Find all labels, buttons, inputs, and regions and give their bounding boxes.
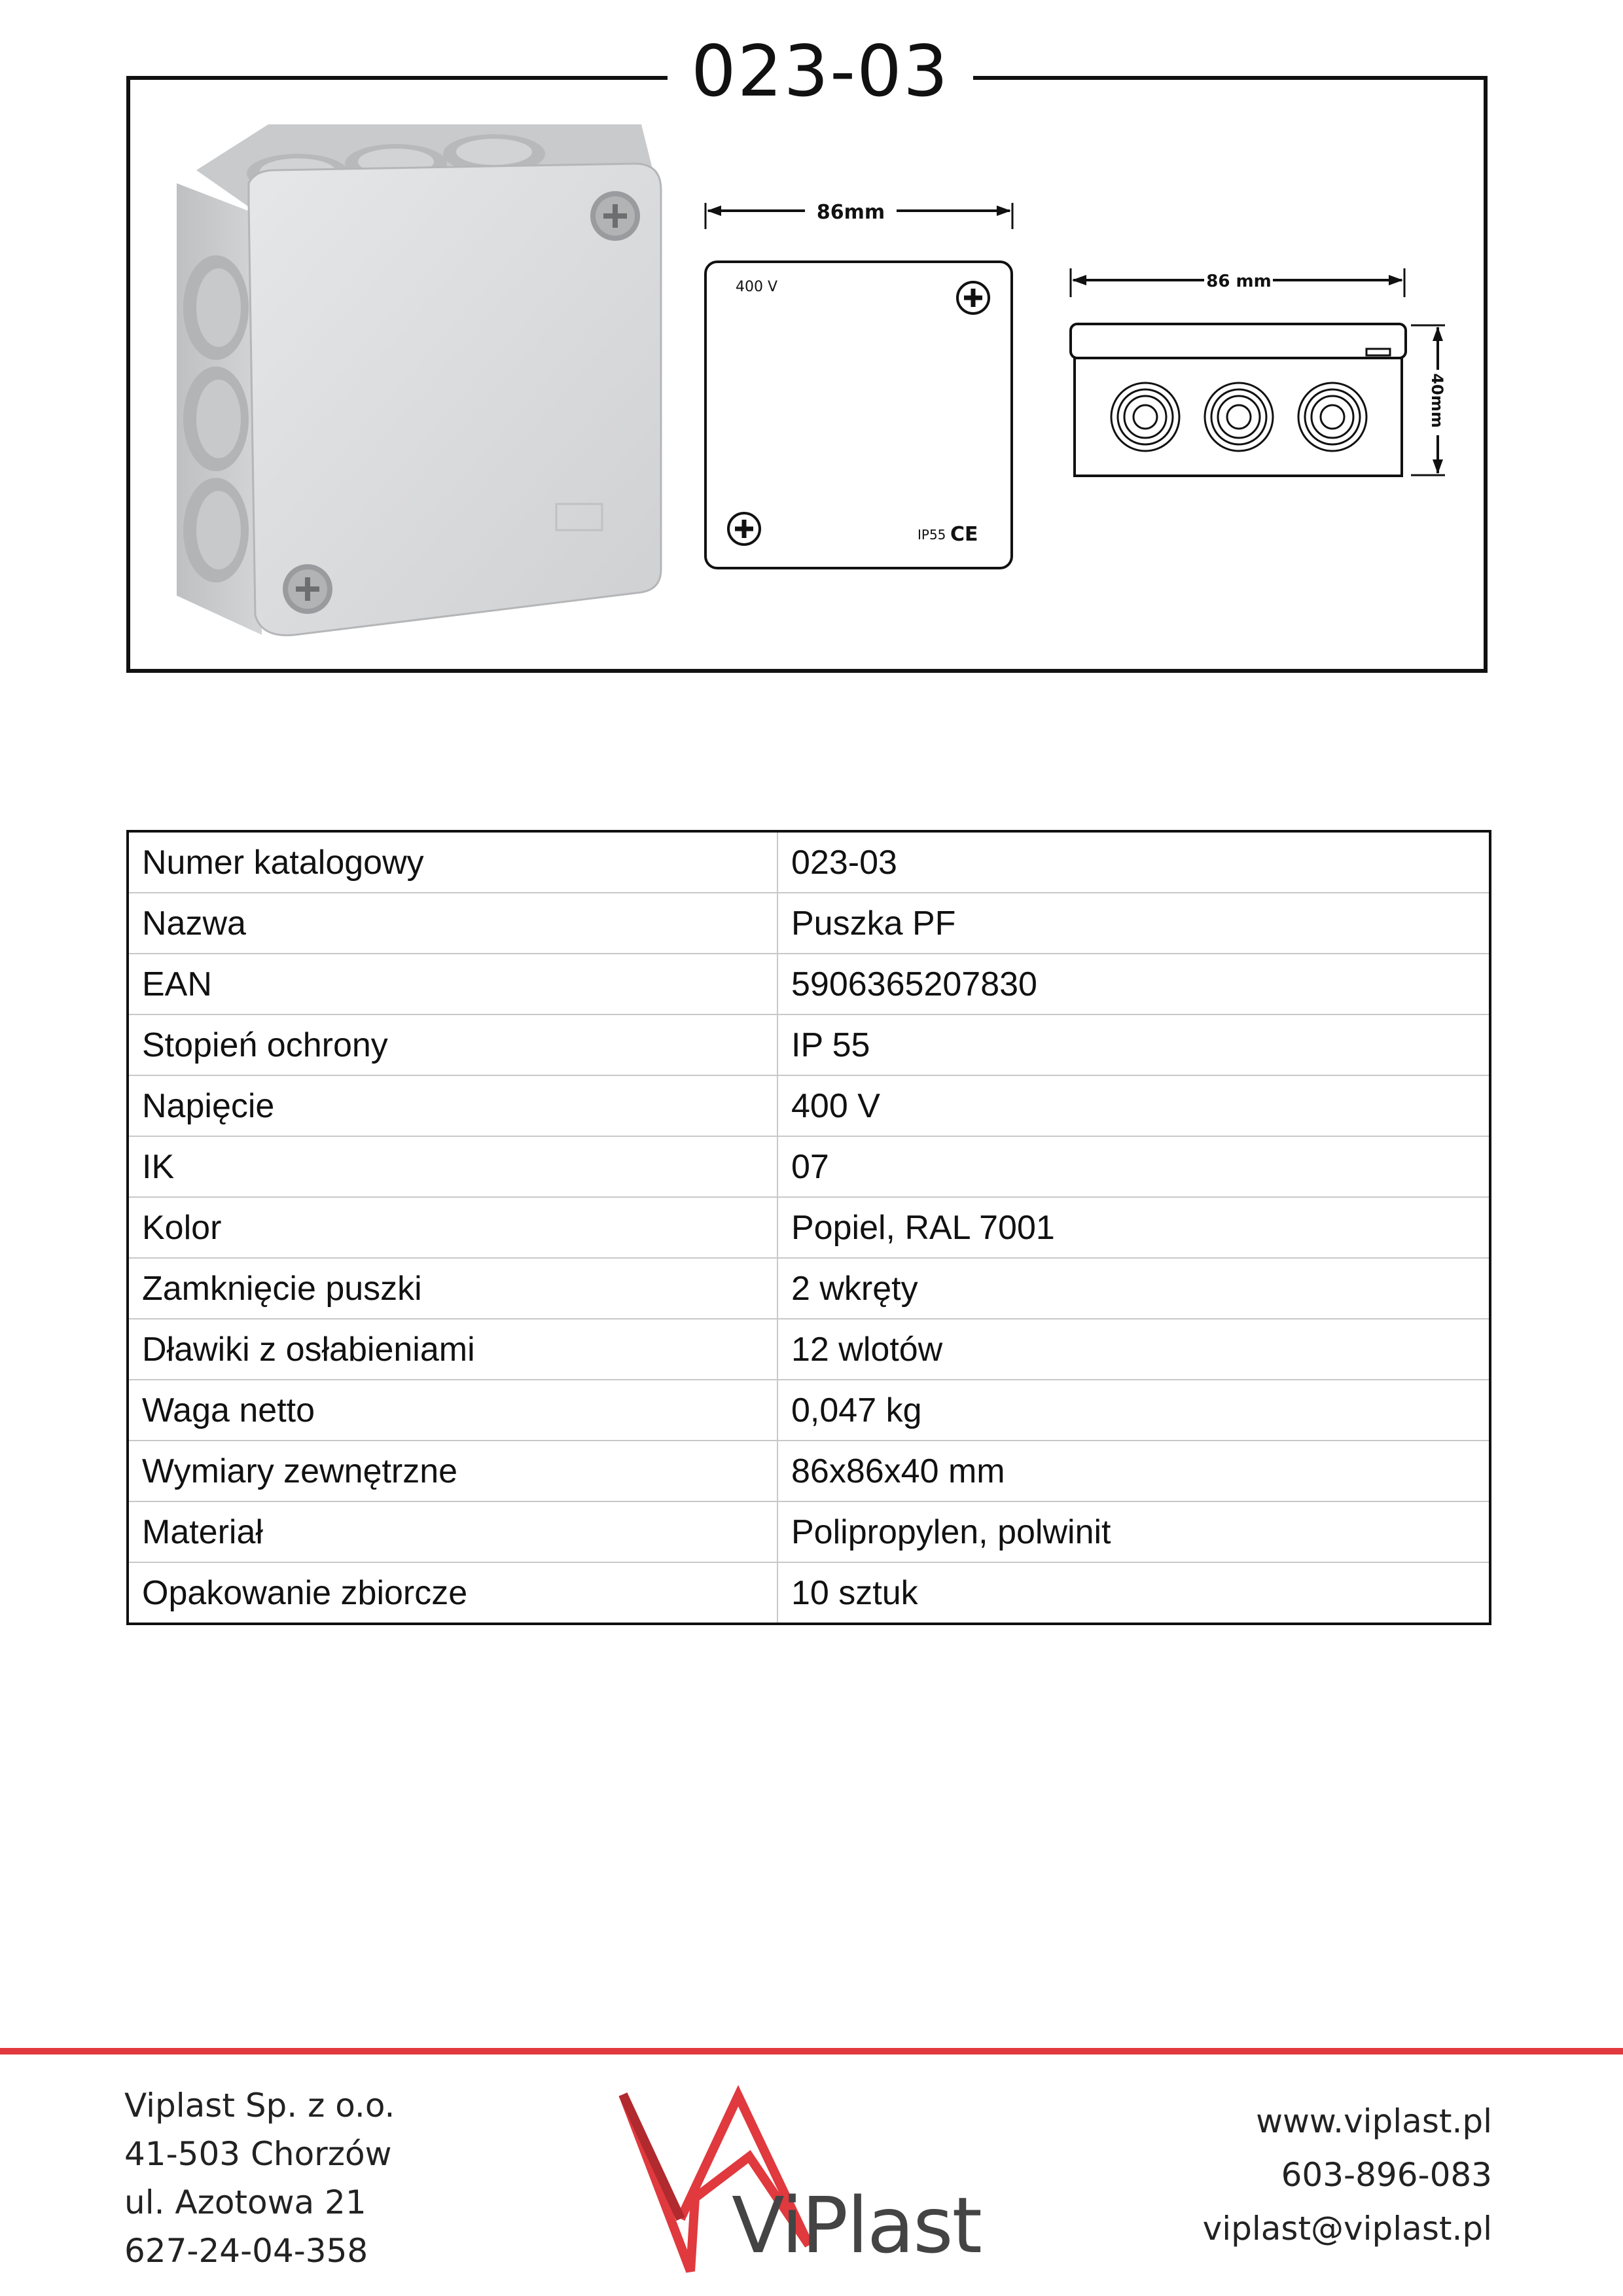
spec-label: Dławiki z osłabieniami — [128, 1319, 777, 1380]
spec-row — [128, 1136, 1490, 1197]
side-height-label: 40mm — [1428, 373, 1446, 428]
spec-value: Polipropylen, polwinit — [777, 1501, 1490, 1562]
company-address — [124, 2081, 395, 2275]
company-name: Viplast Sp. z o.o. — [124, 2087, 395, 2125]
mobile-phone: 603-896-083 — [1281, 2156, 1492, 2194]
spec-label: Wymiary zewnętrzne — [128, 1441, 777, 1501]
spec-value: 07 — [777, 1136, 1490, 1197]
spec-label: Numer katalogowy — [128, 831, 777, 893]
spec-label: Zamknięcie puszki — [128, 1258, 777, 1319]
company-landline: 627-24-04-358 — [124, 2232, 368, 2270]
product-code-title: 023-03 — [668, 26, 973, 118]
spec-value: 86x86x40 mm — [777, 1441, 1490, 1501]
spec-row — [128, 1014, 1490, 1075]
spec-label: Napięcie — [128, 1075, 777, 1136]
spec-label: Stopień ochrony — [128, 1014, 777, 1075]
spec-table — [126, 830, 1491, 1625]
viplast-logo-text: ViPlast — [732, 2180, 981, 2270]
spec-value: 0,047 kg — [777, 1380, 1490, 1441]
side-view-drawing — [1047, 255, 1472, 504]
front-view-drawing — [687, 183, 1027, 576]
spec-label: Kolor — [128, 1197, 777, 1258]
ce-mark: CE — [950, 523, 978, 546]
spec-row — [128, 1319, 1490, 1380]
spec-row — [128, 893, 1490, 954]
spec-value: IP 55 — [777, 1014, 1490, 1075]
front-width-label: 86mm — [816, 201, 885, 224]
spec-value: 2 wkręty — [777, 1258, 1490, 1319]
spec-value: Puszka PF — [777, 893, 1490, 954]
spec-label: Waga netto — [128, 1380, 777, 1441]
spec-row — [128, 1501, 1490, 1562]
spec-value: 5906365207830 — [777, 954, 1490, 1014]
spec-row — [128, 1380, 1490, 1441]
website-link[interactable]: www.viplast.pl — [1256, 2102, 1492, 2140]
spec-label: EAN — [128, 954, 777, 1014]
spec-row — [128, 1562, 1490, 1624]
company-contact — [1203, 2094, 1492, 2255]
company-street: ul. Azotowa 21 — [124, 2183, 366, 2221]
spec-label: Opakowanie zbiorcze — [128, 1562, 777, 1624]
spec-row — [128, 1075, 1490, 1136]
side-width-label: 86 mm — [1206, 272, 1272, 291]
email-link[interactable]: viplast@viplast.pl — [1202, 2210, 1492, 2248]
ip-mark: IP55 — [918, 527, 946, 543]
spec-row — [128, 831, 1490, 893]
spec-value: Popiel, RAL 7001 — [777, 1197, 1490, 1258]
spec-row — [128, 1197, 1490, 1258]
company-city: 41-503 Chorzów — [124, 2135, 392, 2173]
footer-divider — [0, 2048, 1623, 2054]
spec-value: 400 V — [777, 1075, 1490, 1136]
spec-value: 12 wlotów — [777, 1319, 1490, 1380]
spec-row — [128, 1258, 1490, 1319]
spec-row — [128, 954, 1490, 1014]
spec-label: Materiał — [128, 1501, 777, 1562]
spec-row — [128, 1441, 1490, 1501]
spec-label: Nazwa — [128, 893, 777, 954]
product-photo — [164, 111, 674, 648]
spec-value: 10 sztuk — [777, 1562, 1490, 1624]
voltage-mark: 400 V — [736, 279, 778, 295]
spec-value: 023-03 — [791, 843, 897, 882]
spec-label: IK — [128, 1136, 777, 1197]
